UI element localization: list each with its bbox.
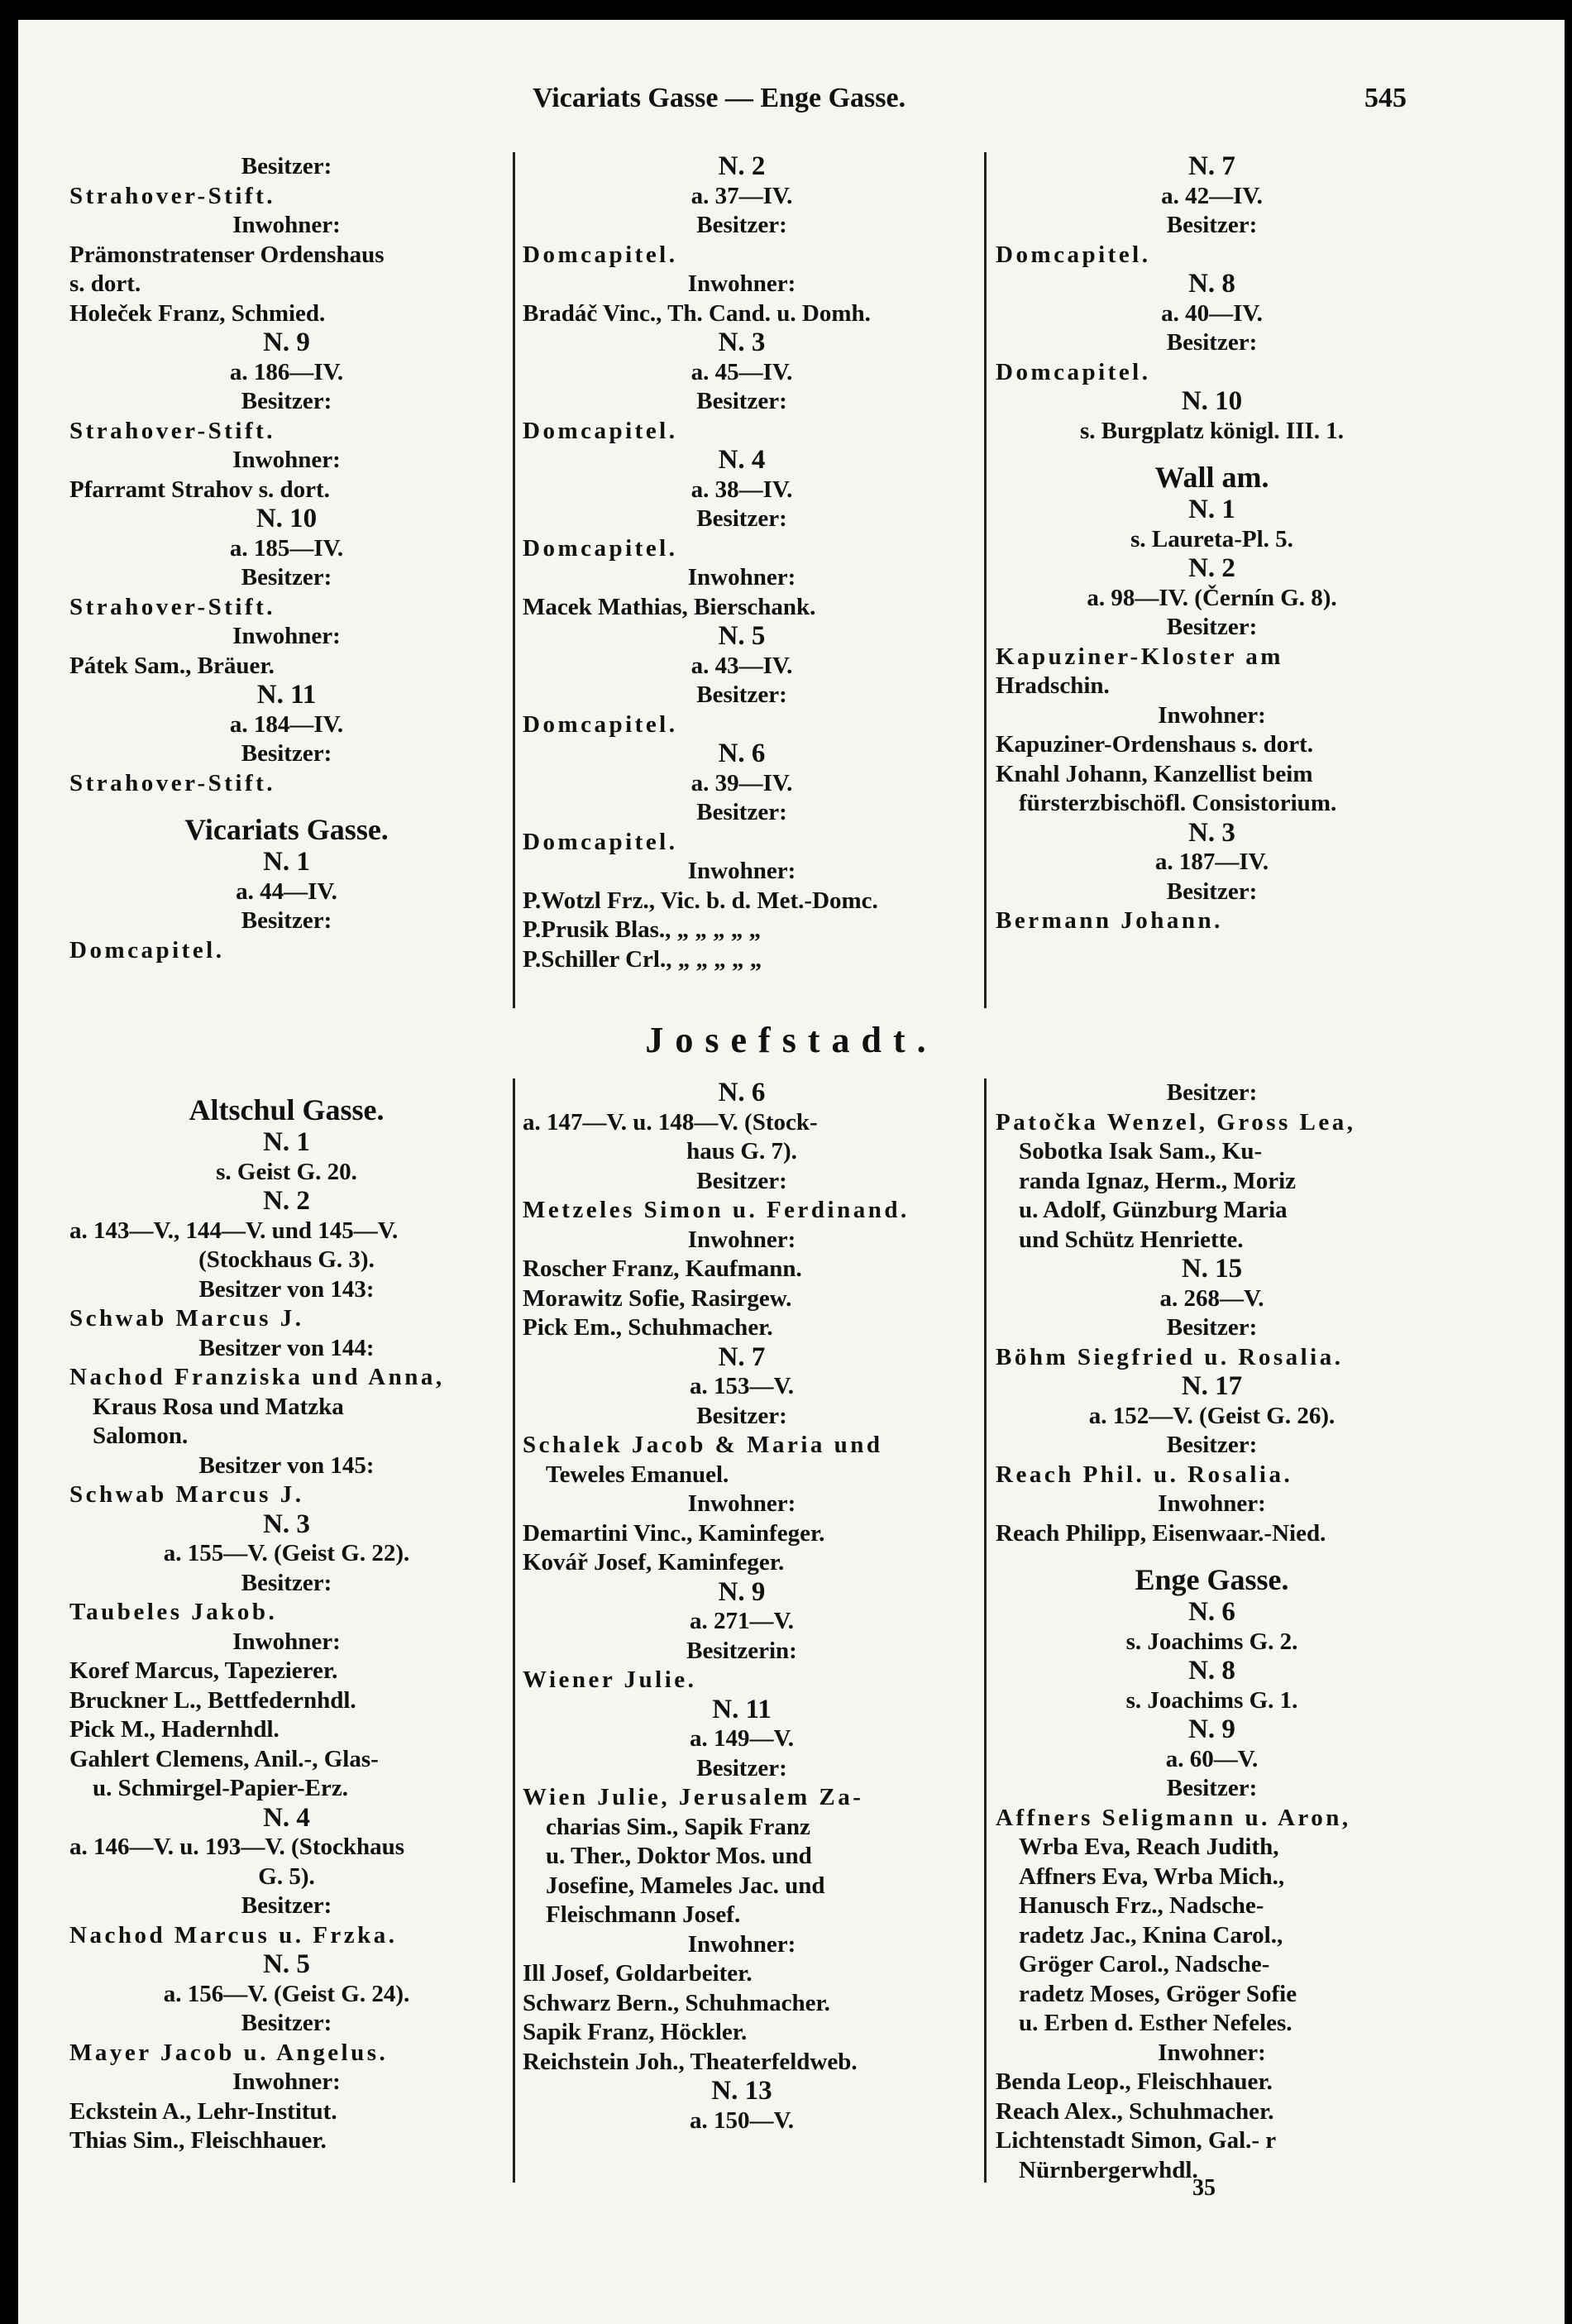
entry-line: Sapik Franz, Höckler.	[523, 2019, 748, 2045]
sheet-number: 35	[1192, 2175, 1216, 2201]
label-line: haus G. 7).	[686, 1138, 797, 1164]
entry-line: a. 147—V. u. 148—V. (Stock-	[523, 1108, 818, 1136]
house-number: N. 4	[718, 446, 766, 475]
label-line: Besitzer:	[1166, 1079, 1258, 1106]
entry-line: Bruckner L., Bettfedernhdl.	[69, 1686, 356, 1714]
label-line: Besitzer:	[1166, 212, 1258, 238]
owner-line: Domcapitel.	[523, 828, 678, 855]
entry-line: Koref Marcus, Tapezierer.	[69, 1657, 338, 1684]
entry-line: Pick M., Hadernhdl.	[69, 1716, 280, 1743]
house-number: N. 2	[1188, 554, 1235, 583]
label-line: Besitzer:	[241, 564, 332, 591]
owner-line: Domcapitel.	[996, 241, 1151, 268]
house-number: N. 7	[718, 1342, 766, 1372]
street-heading: Vicariats Gasse.	[184, 813, 389, 846]
column-1	[69, 152, 504, 1008]
entry-line: Eckstein A., Lehr-Institut.	[69, 2097, 337, 2125]
house-number: N. 10	[256, 504, 318, 533]
label-line: Besitzer:	[241, 907, 332, 934]
label-line: Inwohner:	[1158, 701, 1266, 729]
street-heading: Altschul Gasse.	[189, 1093, 385, 1126]
entry-line: Reichstein Joh., Theaterfeldweb.	[523, 2048, 858, 2075]
label-line: Besitzer:	[1166, 877, 1258, 905]
continuation-line: u. Ther., Doktor Mos. und	[546, 1843, 812, 1869]
label-line: Inwohner:	[687, 564, 796, 591]
continuation-line: randa Ignaz, Herm., Moriz	[1019, 1167, 1297, 1194]
label-line: a. 268—V.	[1159, 1284, 1264, 1312]
label-line: Inwohner:	[687, 1490, 796, 1517]
owner-line: Affners Seligmann u. Aron,	[996, 1804, 1351, 1831]
house-number: N. 17	[1181, 1372, 1243, 1401]
district-heading: Josefstadt.	[645, 1020, 938, 1060]
label-line: Besitzer:	[696, 1402, 787, 1429]
label-line: a. 149—V.	[690, 1725, 794, 1752]
owner-line: Metzeles Simon u. Ferdinand.	[523, 1197, 910, 1223]
entry-line: Pick Em., Schuhmacher.	[523, 1314, 773, 1341]
house-number: N. 3	[718, 328, 766, 357]
label-line: s. Laureta-Pl. 5.	[1130, 525, 1293, 552]
owner-line: Schwab Marcus J.	[69, 1305, 304, 1332]
entry-line: a. 146—V. u. 193—V. (Stockhaus	[69, 1834, 405, 1860]
label-line: a. 187—IV.	[1154, 849, 1269, 875]
house-number: N. 1	[263, 848, 310, 877]
label-line: s. Joachims G. 1.	[1125, 1686, 1298, 1714]
continuation-line: radetz Jac., Knina Carol.,	[1019, 1921, 1283, 1949]
label-line: Besitzer:	[696, 799, 787, 825]
label-line: Inwohner:	[687, 270, 796, 297]
house-number: N. 8	[1188, 1657, 1235, 1686]
continuation-line: Teweles Emanuel.	[546, 1461, 729, 1488]
entry-line: Demartini Vinc., Kaminfeger.	[523, 1519, 825, 1547]
continuation-line: fürsterzbischöfl. Consistorium.	[1019, 790, 1337, 816]
owner-line: Domcapitel.	[523, 534, 678, 562]
running-header	[18, 83, 1565, 129]
column-3	[996, 152, 1428, 1008]
label-line: a. 40—IV.	[1161, 299, 1263, 327]
bottom-section	[69, 1078, 1428, 2183]
house-number: N. 5	[718, 622, 766, 651]
house-number: N. 3	[1188, 818, 1235, 848]
continuation-line: radetz Moses, Gröger Sofie	[1019, 1980, 1297, 2007]
column-rule	[513, 1078, 515, 2183]
label-line: a. 185—IV.	[229, 534, 344, 562]
house-number: N. 15	[1181, 1255, 1243, 1284]
label-line: Besitzer:	[1166, 329, 1258, 356]
entry-line: Lichtenstadt Simon, Gal.- r	[996, 2127, 1277, 2154]
entry-line: Thias Sim., Fleischhauer.	[69, 2127, 327, 2154]
continuation-line: Affners Eva, Wrba Mich.,	[1019, 1863, 1285, 1890]
label-line: a. 37—IV.	[690, 182, 793, 209]
entry-line: Macek Mathias, Bierschank.	[523, 593, 816, 620]
house-number: N. 9	[1188, 1715, 1235, 1744]
label-line: a. 98—IV. (Černín G. 8).	[1087, 584, 1337, 611]
continuation-line: Wrba Eva, Reach Judith,	[1019, 1834, 1279, 1860]
house-number: N. 8	[1188, 270, 1235, 299]
house-number: N. 1	[263, 1128, 310, 1157]
house-number: N. 7	[1188, 152, 1235, 181]
owner-line: Nachod Franziska und Anna,	[69, 1364, 445, 1390]
continuation-line: u. Adolf, Günzburg Maria	[1019, 1197, 1288, 1223]
entry-line: P.Schiller Crl., „ „ „ „ „	[523, 945, 762, 973]
label-line: Besitzer:	[241, 1569, 332, 1596]
entry-line: P.Prusik Blas., „ „ „ „ „	[523, 916, 762, 943]
label-line: Besitzer:	[696, 212, 787, 238]
house-number: N. 6	[718, 1078, 766, 1107]
label-line: Inwohner:	[232, 212, 341, 238]
house-number: N. 6	[718, 739, 766, 768]
label-line: Besitzer:	[241, 740, 332, 767]
label-line: Inwohner:	[687, 1930, 796, 1958]
house-number: N. 9	[263, 328, 310, 357]
page-number: 545	[1364, 83, 1407, 113]
label-line: a. 150—V.	[690, 2106, 794, 2134]
directory-page	[18, 20, 1565, 2324]
label-line: a. 155—V. (Geist G. 22).	[163, 1540, 410, 1566]
owner-line: Patočka Wenzel, Gross Lea,	[996, 1108, 1356, 1136]
entry-line: Kapuziner-Ordenshaus s. dort.	[996, 731, 1314, 758]
house-number: N. 4	[263, 1803, 310, 1833]
label-line: (Stockhaus G. 3).	[198, 1246, 375, 1273]
column-rule	[984, 152, 987, 1008]
column-rule	[513, 152, 515, 1008]
header-title: Vicariats Gasse — Enge Gasse.	[533, 83, 906, 113]
owner-line: Domcapitel.	[523, 710, 678, 738]
label-line: a. 45—IV.	[690, 358, 793, 385]
entry-line: Roscher Franz, Kaufmann.	[523, 1255, 802, 1282]
label-line: Inwohner:	[232, 1628, 341, 1655]
label-line: a. 44—IV.	[236, 877, 337, 905]
house-number: N. 5	[263, 1950, 310, 1979]
label-line: a. 43—IV.	[690, 652, 793, 679]
label-line: a. 186—IV.	[229, 358, 344, 385]
continuation-line: Salomon.	[93, 1423, 189, 1449]
continuation-line: Nürnbergerwhdl.	[1019, 2156, 1198, 2183]
house-number: N. 11	[256, 681, 317, 710]
owner-line: Nachod Marcus u. Frzka.	[69, 1921, 398, 1949]
house-number: N. 11	[712, 1695, 772, 1724]
label-line: Besitzer:	[1166, 1775, 1258, 1801]
label-line: Besitzer:	[696, 681, 787, 708]
entry-line: Morawitz Sofie, Rasirgew.	[523, 1284, 792, 1312]
owner-line: Taubeles Jakob.	[69, 1599, 278, 1625]
owner-line: Strahover-Stift.	[69, 417, 276, 444]
label-line: Besitzer von 145:	[198, 1451, 375, 1479]
label-line: a. 152—V. (Geist G. 26).	[1088, 1402, 1335, 1429]
label-line: a. 184—IV.	[229, 710, 344, 738]
continuation-line: u. Erben d. Esther Nefeles.	[1019, 2010, 1292, 2036]
continuation-line: u. Schmirgel-Papier-Erz.	[93, 1775, 348, 1801]
label-line: a. 39—IV.	[690, 769, 793, 796]
house-number: N. 9	[718, 1577, 766, 1607]
owner-line: Strahover-Stift.	[69, 769, 276, 796]
owner-line: Reach Phil. u. Rosalia.	[996, 1461, 1293, 1488]
label-line: a. 38—IV.	[690, 476, 793, 503]
entry-line: Pfarramt Strahov s. dort.	[69, 476, 330, 503]
label-line: G. 5).	[258, 1863, 315, 1890]
entry-line: Hradschin.	[996, 672, 1110, 699]
continuation-line: und Schütz Henriette.	[1019, 1226, 1244, 1253]
label-line: a. 153—V.	[690, 1373, 794, 1399]
house-number: N. 10	[1181, 387, 1243, 416]
label-line: Besitzer:	[241, 2010, 332, 2036]
house-number: N. 1	[1188, 495, 1235, 524]
owner-line: Kapuziner-Kloster am	[996, 643, 1283, 670]
continuation-line: Josefine, Mameles Jac. und	[546, 1872, 825, 1899]
owner-line: Schalek Jacob & Maria und	[523, 1432, 883, 1458]
label-line: Inwohner:	[687, 858, 796, 884]
entry-line: Reach Alex., Schuhmacher.	[996, 2097, 1274, 2125]
column-2	[523, 1078, 961, 2183]
entry-line: s. dort.	[69, 270, 141, 297]
label-line: a. 42—IV.	[1161, 182, 1263, 209]
street-heading: Wall am.	[1154, 461, 1269, 494]
label-line: Besitzer von 143:	[198, 1275, 375, 1303]
label-line: a. 271—V.	[690, 1608, 794, 1634]
label-line: Besitzer:	[1166, 614, 1258, 640]
label-line: Besitzer:	[241, 388, 332, 414]
house-number: N. 3	[263, 1509, 310, 1539]
label-line: Besitzer:	[241, 1892, 332, 1919]
label-line: Besitzer:	[696, 388, 787, 414]
house-number: N. 2	[263, 1187, 310, 1216]
label-line: Besitzer:	[696, 505, 787, 532]
owner-line: Domcapitel.	[523, 241, 678, 268]
label-line: Inwohner:	[232, 2068, 341, 2095]
label-line: a. 156—V. (Geist G. 24).	[163, 1980, 410, 2007]
label-line: Besitzer:	[696, 1754, 787, 1781]
label-line: s. Joachims G. 2.	[1125, 1628, 1298, 1655]
continuation-line: Kraus Rosa und Matzka	[93, 1393, 344, 1420]
label-line: a. 60—V.	[1165, 1745, 1259, 1772]
column-rule	[984, 1078, 987, 2183]
entry-line: Schwarz Bern., Schuhmacher.	[523, 1989, 830, 2016]
column-2	[523, 152, 961, 1008]
label-line: Besitzer von 144:	[198, 1334, 375, 1361]
label-line: Besitzer:	[1166, 1314, 1258, 1341]
label-line: s. Geist G. 20.	[216, 1158, 357, 1185]
continuation-line: charias Sim., Sapik Franz	[546, 1813, 810, 1840]
owner-line: Wien Julie, Jerusalem Za-	[523, 1784, 864, 1810]
label-line: Besitzer:	[696, 1167, 787, 1194]
owner-line: Domcapitel.	[996, 358, 1151, 385]
column-3	[996, 1078, 1428, 2183]
entry-line: P.Wotzl Frz., Vic. b. d. Met.-Domc.	[523, 887, 878, 914]
street-heading: Enge Gasse.	[1135, 1563, 1289, 1596]
owner-line: Strahover-Stift.	[69, 182, 276, 209]
entry-line: Gahlert Clemens, Anil.-, Glas-	[69, 1745, 379, 1772]
owner-line: Strahover-Stift.	[69, 593, 276, 620]
house-number: N. 2	[718, 152, 766, 181]
entry-line: Prämonstratenser Ordenshaus	[69, 241, 385, 268]
entry-line: Holeček Franz, Schmied.	[69, 299, 326, 327]
column-1	[69, 1078, 504, 2183]
entry-line: a. 143—V., 144—V. und 145—V.	[69, 1217, 399, 1244]
label-line: Besitzer:	[1166, 1432, 1258, 1458]
owner-line: Domcapitel.	[69, 936, 225, 964]
entry-line: Bradáč Vinc., Th. Cand. u. Domh.	[523, 299, 871, 327]
entry-line: Benda Leop., Fleischhauer.	[996, 2068, 1273, 2095]
continuation-line: Fleischmann Josef.	[546, 1901, 741, 1928]
continuation-line: Hanusch Frz., Nadsche-	[1019, 1892, 1264, 1919]
house-number: N. 6	[1188, 1598, 1235, 1627]
label-line: Inwohner:	[1158, 1490, 1266, 1517]
entry-line: Ill Josef, Goldarbeiter.	[523, 1960, 753, 1987]
owner-line: Wiener Julie.	[523, 1666, 697, 1693]
continuation-line: Gröger Carol., Nadsche-	[1019, 1951, 1270, 1977]
label-line: Inwohner:	[232, 447, 341, 473]
house-number: N. 13	[711, 2077, 772, 2106]
owner-line: Bermann Johann.	[996, 907, 1223, 934]
entry-line: Pátek Sam., Bräuer.	[69, 652, 275, 679]
owner-line: Mayer Jacob u. Angelus.	[69, 2039, 389, 2066]
owner-line: Böhm Siegfried u. Rosalia.	[996, 1343, 1344, 1370]
label-line: Besitzer:	[241, 153, 332, 179]
label-line: s. Burgplatz königl. III. 1.	[1079, 417, 1345, 444]
owner-line: Domcapitel.	[523, 417, 678, 444]
owner-line: Schwab Marcus J.	[69, 1481, 304, 1508]
label-line: Besitzerin:	[686, 1637, 797, 1664]
continuation-line: Sobotka Isak Sam., Ku-	[1019, 1138, 1263, 1164]
label-line: Inwohner:	[687, 1226, 796, 1253]
label-line: Inwohner:	[1158, 2039, 1266, 2066]
entry-line: Knahl Johann, Kanzellist beim	[996, 760, 1313, 787]
entry-line: Reach Philipp, Eisenwaar.-Nied.	[996, 1519, 1326, 1547]
top-section	[69, 152, 1428, 1008]
entry-line: Kovář Josef, Kaminfeger.	[523, 1549, 785, 1576]
label-line: Inwohner:	[232, 623, 341, 649]
